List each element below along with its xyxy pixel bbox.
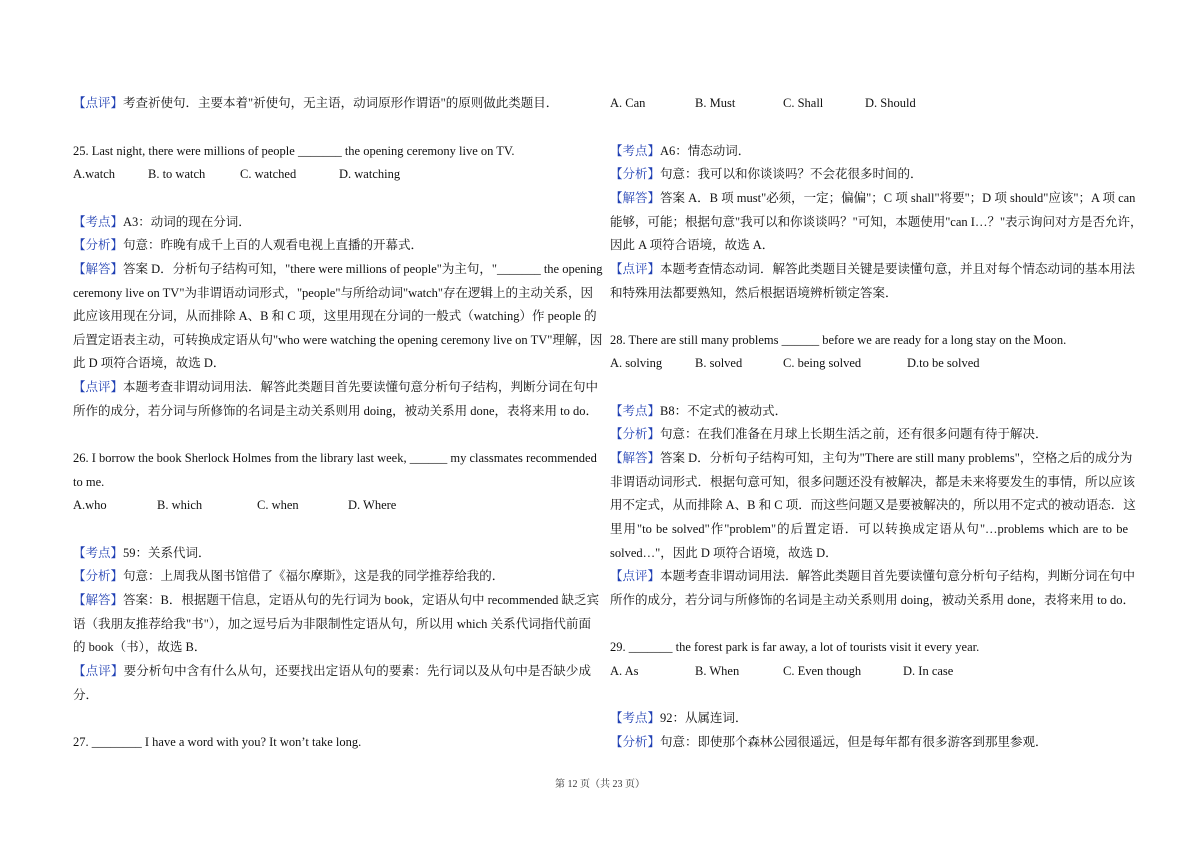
dianping-text: 要分析句中含有什么从句，还要找出定语从句的要素：先行词以及从句中是否缺少成 <box>123 664 591 678</box>
q28-jieda-line: solved…"，因此 D 项符合语境，故选 D． <box>610 546 838 560</box>
jieda-tag: 【解答】 <box>73 593 124 607</box>
q25-kaodian <box>73 214 591 230</box>
option-a: A. As <box>610 664 639 678</box>
option-c: C. being solved <box>783 356 862 370</box>
jieda-text: 答案 D．分析句子结构可知，"there were millions of people"为主句，"_______ the opening <box>123 262 603 276</box>
q26-question-line: to me. <box>73 475 105 489</box>
option-a: A. Can <box>610 96 646 110</box>
q28-question: 28. There are still many problems ______ before we are ready for a long stay on the Moon. <box>610 333 1067 347</box>
option-b: B. solved <box>695 356 743 370</box>
fenxi-text: 句意：昨晚有成千上百的人观看电视上直播的开幕式． <box>123 238 424 252</box>
q25-jieda-line: 后置定语表主动，可转换成定语从句"who were watching the opening ceremony live on TV"理解，因 <box>73 333 603 347</box>
q25-options <box>73 166 591 182</box>
q27-dianping-line: 和特殊用法都要熟知，然后根据语境辨析锁定答案． <box>610 286 898 300</box>
q25-jieda-line <box>73 261 603 277</box>
jieda-tag: 【解答】 <box>610 191 661 205</box>
q28-options <box>610 355 1128 371</box>
option-c: C. watched <box>240 167 297 181</box>
jieda-text: 答案 A．B 项 must"必须，一定；偏偏"；C 项 shall"将要"；D 项 should"应该"；A 项 can <box>660 191 1136 205</box>
option-b: B. Must <box>695 96 736 110</box>
q28-jieda-line: 非谓语动词形式．根据句意可知，很多问题还没有被解决，都是未来将要发生的事情，所以应该 <box>610 475 1136 489</box>
dianping-text: 本题考查情态动词．解答此类题目关键是要读懂句意，并且对每个情态动词的基本用法 <box>660 262 1136 276</box>
option-c: C. Shall <box>783 96 824 110</box>
q29-options <box>610 663 1128 679</box>
q25-jieda-line: 此应该用现在分词，从而排除 A、B 和 C 项，这里用现在分词的一般式（watching）作 people 的 <box>73 309 597 323</box>
comment-tag: 【点评】 <box>73 96 124 110</box>
jieda-text: 答案：B．根据题干信息，定语从句的先行词为 book，定语从句中 recommended 缺乏宾 <box>123 593 600 607</box>
q28-jieda-line: 里用"to be solved"作"problem"的后置定语．可以转换成定语从句"…problems which are to be <box>610 522 1128 536</box>
option-d: D. Where <box>348 498 397 512</box>
q27-jieda-line <box>610 190 1136 206</box>
jieda-tag: 【解答】 <box>73 262 124 276</box>
q24-comment <box>73 95 591 111</box>
option-d: D. In case <box>903 664 954 678</box>
q28-dianping-line: 所作的成分，若分词与所修饰的名词是主动关系则用 doing，被动关系用 done，表将来用 to do． <box>610 593 1135 607</box>
q26-question-line: 26. I borrow the book Sherlock Holmes from the library last week, ______ my classmates recommended <box>73 451 597 465</box>
fenxi-tag: 【分析】 <box>73 569 124 583</box>
q26-jieda-line: 语（我朋友推荐给我"书"），加之逗号后为非限制性定语从句，所以用 which 关系代词指代前面 <box>73 617 591 631</box>
dianping-text: 本题考查非谓动词用法．解答此类题目首先要读懂句意分析句子结构，判断分词在句中 <box>660 569 1136 583</box>
option-d: D. Should <box>865 96 916 110</box>
dianping-tag: 【点评】 <box>610 262 661 276</box>
dianping-tag: 【点评】 <box>610 569 661 583</box>
q26-fenxi <box>73 568 591 584</box>
q26-jieda-line: 的 book（书），故选 B． <box>73 640 207 654</box>
fenxi-tag: 【分析】 <box>610 427 661 441</box>
q25-jieda-line: 此 D 项符合语境，故选 D． <box>73 356 226 370</box>
q25-jieda-line: ceremony live on TV"为非谓语动词形式，"people"与所给动词"watch"存在逻辑上的主动关系，因 <box>73 286 594 300</box>
q26-kaodian <box>73 545 591 561</box>
dianping-tag: 【点评】 <box>73 664 124 678</box>
q27-question: 27. ________ I have a word with you? It won’t take long. <box>73 735 362 749</box>
option-c: C. when <box>257 498 299 512</box>
q27-jieda-line: 因此 A 项符合语境，故选 A． <box>610 238 775 252</box>
kaodian-text: 92：从属连词． <box>660 711 748 725</box>
kaodian-tag: 【考点】 <box>73 215 124 229</box>
q27-jieda-line: 能够，可能；根据句意"我可以和你谈谈吗？"可知，本题使用"can I…？"表示询问对方是否允许， <box>610 215 1143 229</box>
q27-options <box>610 95 1128 111</box>
fenxi-text: 句意：在我们准备在月球上长期生活之前，还有很多问题有待于解决． <box>660 427 1048 441</box>
kaodian-text: A3：动词的现在分词． <box>123 215 251 229</box>
kaodian-tag: 【考点】 <box>610 711 661 725</box>
option-d: D.to be solved <box>907 356 980 370</box>
q28-dianping-line <box>610 568 1136 584</box>
jieda-tag: 【解答】 <box>610 451 661 465</box>
kaodian-text: A6：情态动词． <box>660 144 751 158</box>
option-a: A. solving <box>610 356 663 370</box>
kaodian-tag: 【考点】 <box>73 546 124 560</box>
comment-text: 考查祈使句．主要本着"祈使句，无主语，动词原形作谓语"的原则做此类题目． <box>123 96 559 110</box>
option-c: C. Even though <box>783 664 862 678</box>
fenxi-text: 句意：即使那个森林公园很遥远，但是每年都有很多游客到那里参观． <box>660 735 1048 749</box>
q27-fenxi <box>610 166 1128 182</box>
option-b: B. When <box>695 664 740 678</box>
q28-kaodian <box>610 403 1128 419</box>
q29-question: 29. _______ the forest park is far away, a lot of tourists visit it every year. <box>610 640 980 654</box>
option-b: B. to watch <box>148 167 206 181</box>
q26-options <box>73 497 591 513</box>
option-a: A.watch <box>73 167 115 181</box>
kaodian-tag: 【考点】 <box>610 404 661 418</box>
kaodian-text: B8：不定式的被动式． <box>660 404 788 418</box>
fenxi-tag: 【分析】 <box>610 167 661 181</box>
jieda-text: 答案 D．分析句子结构可知，主句为"There are still many problems"，空格之后的成分为 <box>660 451 1133 465</box>
dianping-tag: 【点评】 <box>73 380 124 394</box>
q28-fenxi <box>610 426 1128 442</box>
q25-question: 25. Last night, there were millions of people _______ the opening ceremony live on TV. <box>73 144 515 158</box>
kaodian-tag: 【考点】 <box>610 144 661 158</box>
dianping-text: 本题考查非谓动词用法．解答此类题目首先要读懂句意分析句子结构，判断分词在句中 <box>123 380 599 394</box>
q26-dianping-line: 分． <box>73 688 99 702</box>
option-d: D. watching <box>339 167 401 181</box>
q29-fenxi <box>610 734 1128 750</box>
kaodian-text: 59：关系代词． <box>123 546 211 560</box>
q26-dianping-line <box>73 663 591 679</box>
q29-kaodian <box>610 710 1128 726</box>
fenxi-tag: 【分析】 <box>610 735 661 749</box>
option-b: B. which <box>157 498 203 512</box>
fenxi-text: 句意：我可以和你谈谈吗？不会花很多时间的． <box>660 167 923 181</box>
q28-jieda-line: 用不定式，从而排除 A、B 和 C 项．而这些问题又是要被解决的，所以用不定式的被动语态．这 <box>610 498 1136 512</box>
page-number: 第 12 页（共 23 页） <box>555 779 645 790</box>
fenxi-text: 句意：上周我从图书馆借了《福尔摩斯》，这是我的同学推荐给我的． <box>123 569 505 583</box>
q25-dianping-line <box>73 379 599 395</box>
q26-jieda-line <box>73 592 600 608</box>
q25-fenxi <box>73 237 591 253</box>
q28-jieda-line <box>610 450 1133 466</box>
q25-dianping-line: 所作的成分，若分词与所修饰的名词是主动关系则用 doing，被动关系用 done，表将来用 to do． <box>73 404 598 418</box>
fenxi-tag: 【分析】 <box>73 238 124 252</box>
q27-kaodian <box>610 143 1128 159</box>
option-a: A.who <box>73 498 107 512</box>
q27-dianping-line <box>610 261 1136 277</box>
